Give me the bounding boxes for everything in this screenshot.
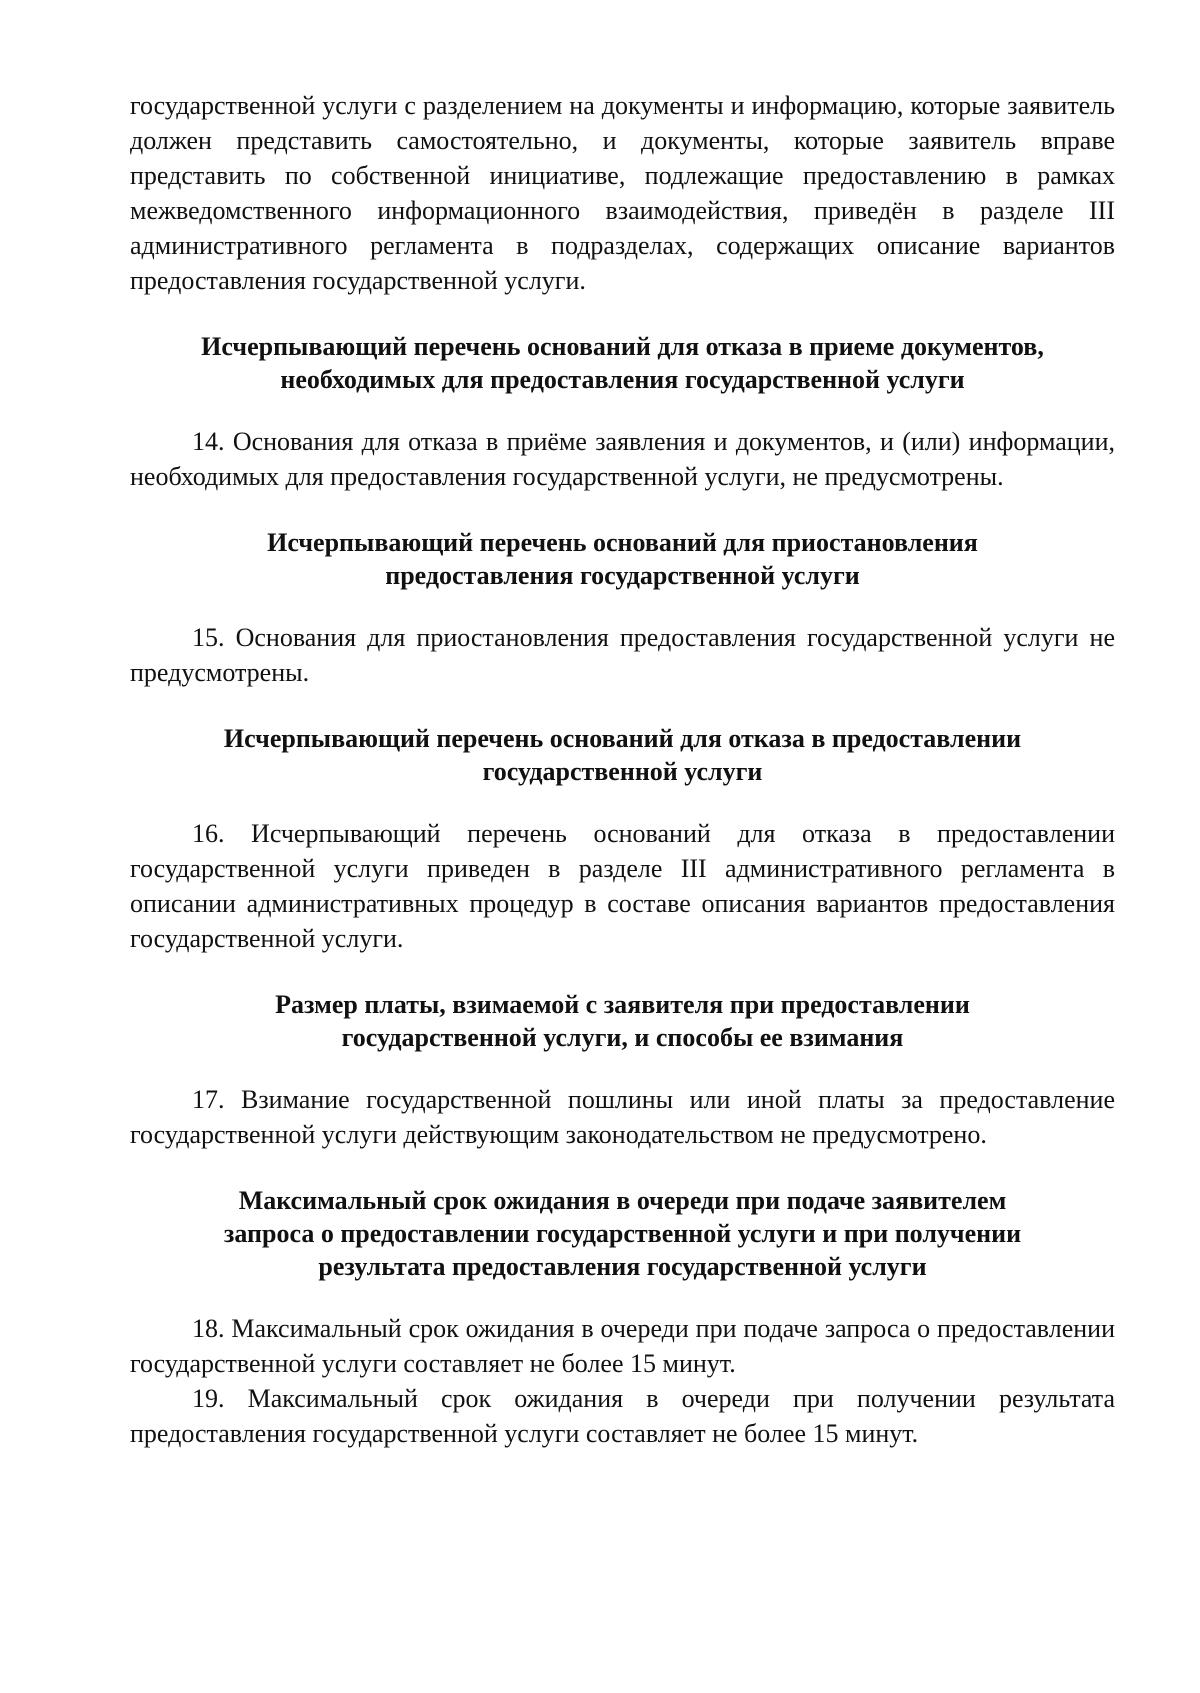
heading-line: запроса о предоставлении государственной услуги и при получении xyxy=(223,1219,1022,1248)
heading-line: государственной услуги, и способы ее взимания xyxy=(341,1023,904,1052)
spacer xyxy=(130,592,1115,620)
intro-paragraph: государственной услуги с разделением на документы и информацию, которые заявитель должен представить самостоятельно, и документы, которые заявитель вправе представить по собственной инициативе, подлежащие предоставлению в рамках межведомственного информационного взаимодействия, приведён в разделе III административного регламента в подразделах, содержащих описание вариантов предоставления государственной услуги. xyxy=(130,91,1115,295)
heading-line: Исчерпывающий перечень оснований для отказа в приеме документов, xyxy=(201,332,1044,361)
spacer xyxy=(130,396,1115,424)
section-heading-refusal-acceptance xyxy=(130,330,1115,396)
spacer xyxy=(130,494,1115,526)
heading-line: результата предоставления государственной услуги xyxy=(318,1252,927,1281)
spacer xyxy=(130,1054,1115,1082)
heading-line: необходимых для предоставления государственной услуги xyxy=(280,365,965,394)
spacer xyxy=(130,788,1115,816)
paragraph-17: 17. Взимание государственной пошлины или иной платы за предоставление государственной услуги действующим законодательством не предусмотрено. xyxy=(130,1085,1115,1149)
heading-line: государственной услуги xyxy=(482,757,763,786)
paragraph-16: 16. Исчерпывающий перечень оснований для отказа в предоставлении государственной услуги приведен в разделе III административного регламента в описании административных процедур в составе описания вариантов предоставления государственной услуги. xyxy=(130,819,1115,953)
heading-line: Исчерпывающий перечень оснований для приостановления xyxy=(267,528,978,557)
section-heading-fee xyxy=(130,988,1115,1054)
heading-line: предоставления государственной услуги xyxy=(385,561,860,590)
spacer xyxy=(130,298,1115,330)
paragraph-18: 18. Максимальный срок ожидания в очереди при подаче запроса о предоставлении государственной услуги составляет не более 15 минут. xyxy=(130,1314,1115,1378)
section-heading-suspension xyxy=(130,526,1115,592)
heading-line: Размер платы, взимаемой с заявителя при предоставлении xyxy=(275,990,970,1019)
paragraph-14: 14. Основания для отказа в приёме заявления и документов, и (или) информации, необходимых для предоставления государственной услуги, не предусмотрены. xyxy=(130,427,1115,491)
heading-line: Исчерпывающий перечень оснований для отказа в предоставлении xyxy=(223,724,1022,753)
document-page xyxy=(130,88,1115,1451)
paragraph-15: 15. Основания для приостановления предоставления государственной услуги не предусмотрены. xyxy=(130,623,1115,687)
section-heading-refusal-provision xyxy=(130,722,1115,788)
spacer xyxy=(130,690,1115,722)
paragraph-19: 19. Максимальный срок ожидания в очереди при получении результата предоставления государственной услуги составляет не более 15 минут. xyxy=(130,1384,1115,1448)
spacer xyxy=(130,1152,1115,1184)
spacer xyxy=(130,1283,1115,1311)
spacer xyxy=(130,956,1115,988)
section-heading-waiting-time xyxy=(130,1184,1115,1283)
heading-line: Максимальный срок ожидания в очереди при подаче заявителем xyxy=(238,1186,1007,1215)
